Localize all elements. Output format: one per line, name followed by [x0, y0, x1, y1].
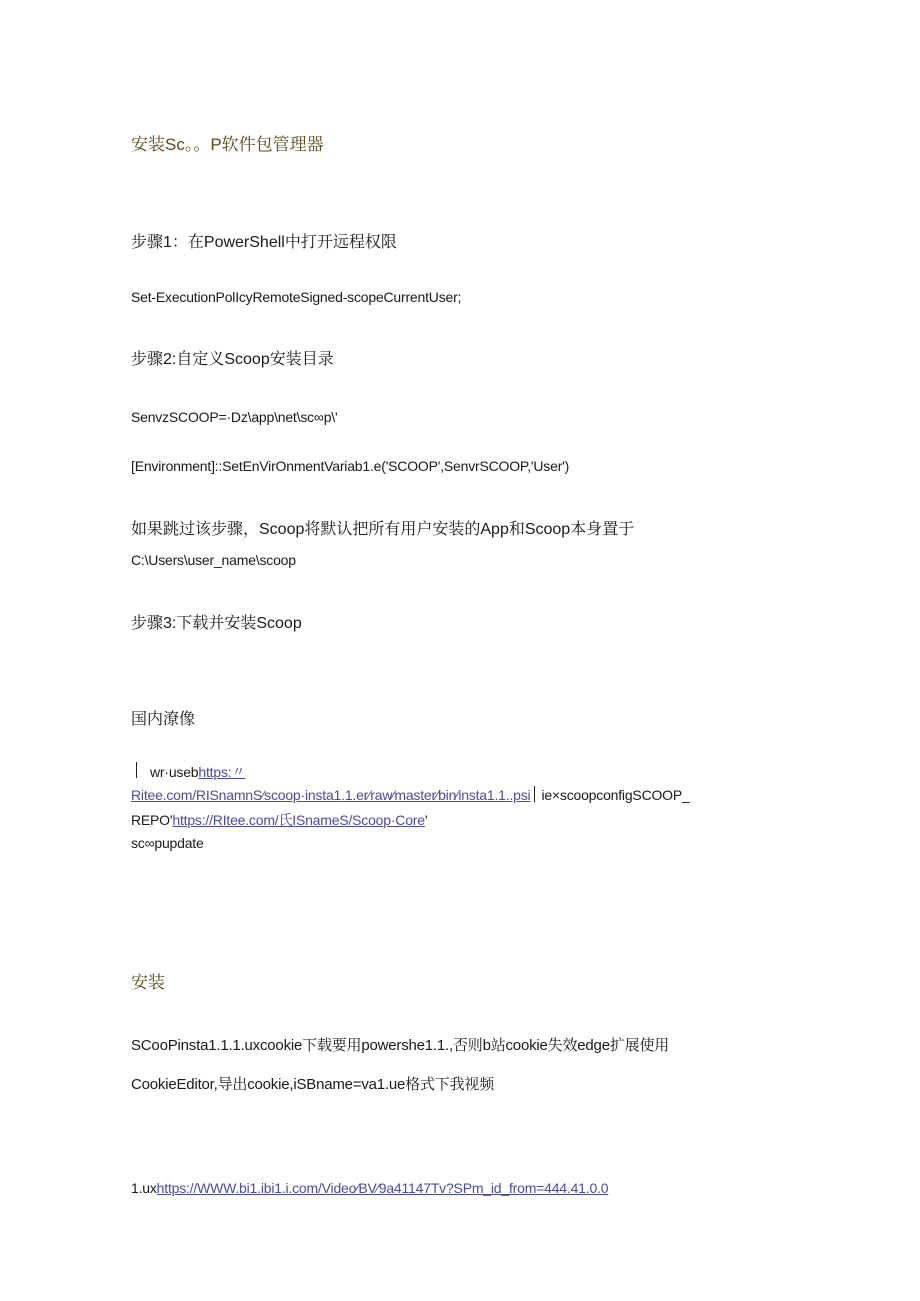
install-line-2: CookieEditor,导出cookie,iSBname=va1.ue格式下我视频: [131, 1076, 495, 1093]
page-title: 安装Sc。。P软件包管理器: [131, 135, 324, 154]
example-video-link[interactable]: https://WWW.bi1.ibi1.i.com/Video⁄BV⁄9a41147Tv?SPm_id_from=444.41.0.0: [156, 1180, 609, 1196]
skip-note: 如果跳过该步骤，Scoop将默认把所有用户安装的App和Scoop本身置于: [131, 521, 635, 538]
env-command-1: SenvzSCOOP=·Dz\app\net\sc∞p\': [131, 409, 338, 425]
install-line-1: SCooPinsta1.1.1.uxcookie下载要用powershe1.1.,否则b站cookie失效edge扩展使用: [131, 1037, 670, 1054]
scoop-update-command: sc∞pupdate: [131, 835, 204, 851]
example-line: [131, 1180, 608, 1196]
step2-heading: 步骤2:自定义Scoop安装目录: [131, 351, 334, 368]
default-path: C:\Users\user_name\scoop: [131, 552, 296, 568]
repo-prefix: REPO': [131, 812, 173, 828]
text-cursor-bar: [136, 762, 137, 778]
mirror-heading: 国内潦像: [131, 711, 196, 728]
step1-heading: 步骤1：在PowerShell中打开远程权限: [131, 234, 397, 251]
mirror-command-line1: [150, 762, 245, 782]
text-cursor-bar: [534, 786, 535, 802]
mirror-link-1b[interactable]: Ritee.com/RISnamnS⁄scoop·insta1.1.er⁄raw⁄master⁄bin⁄insta1.1..psi: [131, 787, 531, 803]
repo-suffix: ': [424, 812, 428, 828]
example-prefix: 1.ux: [131, 1180, 157, 1196]
install-heading: 安装: [131, 973, 165, 992]
env-command-2: [Environment]::SetEnVirOnmentVariab1.e('SCOOP',SenvrSCOOP,'User'): [131, 458, 570, 474]
mirror-link-2[interactable]: https://RItee.com/氏ISnameS/Scoop·Core: [172, 812, 425, 828]
step3-heading: 步骤3:下载并安装Scoop: [131, 615, 302, 632]
mirror-command-line3: [131, 810, 427, 830]
mirror-prefix: wr·useb: [150, 764, 199, 780]
mirror-config: ie×scoopconfigSCOOP_: [541, 787, 690, 803]
mirror-command-line2: [131, 786, 690, 803]
policy-command: Set-ExecutionPolIcyRemoteSigned-scopeCurrentUser;: [131, 289, 462, 305]
mirror-link-1a[interactable]: https:〃: [198, 764, 246, 780]
